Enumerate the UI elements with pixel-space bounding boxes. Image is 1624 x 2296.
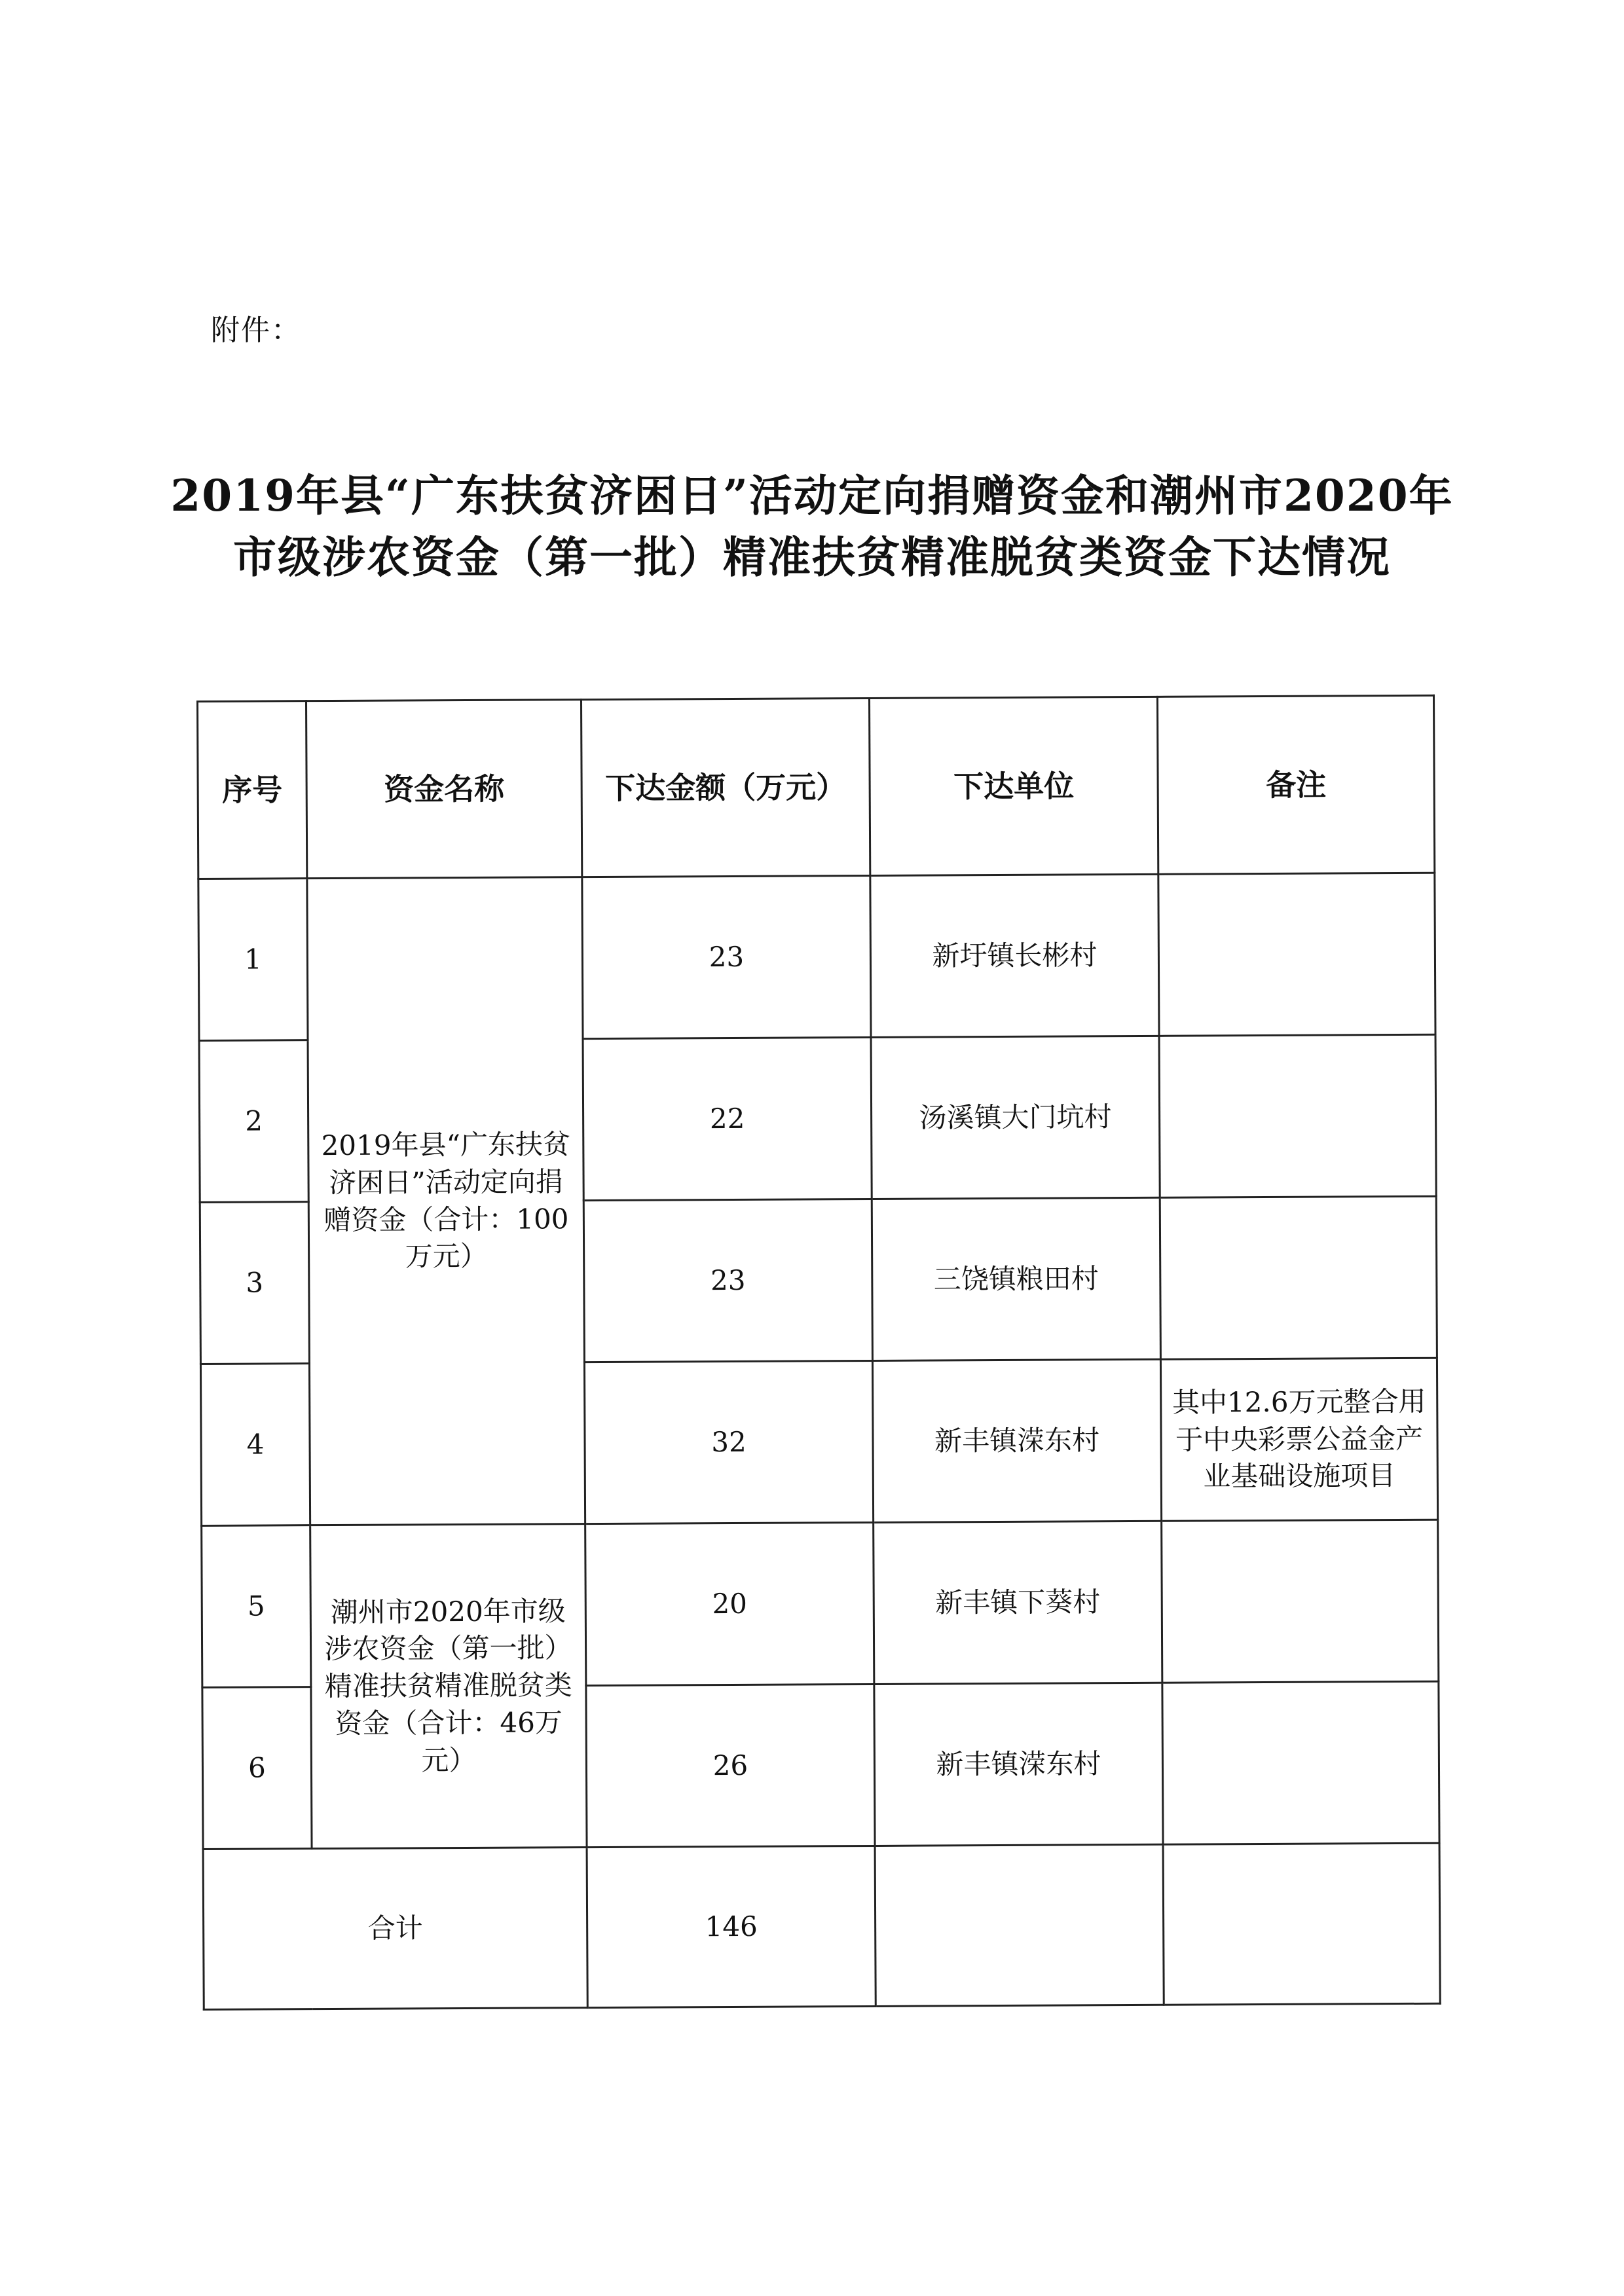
row-amount: 32 [584,1360,873,1523]
row-amount: 23 [582,875,871,1038]
document-title-line-2: 市级涉农资金（第一批）精准扶贫精准脱贫类资金下达情况 [233,532,1391,583]
total-unit [875,1844,1164,2006]
row-remark [1158,873,1435,1036]
table-row [202,1520,1439,1687]
row-amount: 23 [583,1199,872,1362]
row-unit: 新圩镇长彬村 [870,874,1159,1037]
row-amount: 22 [583,1037,872,1200]
row-amount: 26 [586,1684,875,1847]
row-unit: 新丰镇溁东村 [872,1359,1161,1522]
row-seq: 1 [198,879,308,1041]
row-seq: 5 [202,1525,311,1688]
row-unit: 新丰镇溁东村 [874,1683,1163,1846]
total-remark [1163,1843,1440,2005]
row-unit: 新丰镇下葵村 [874,1521,1162,1684]
table-row [198,873,1435,1040]
row-amount: 20 [585,1522,874,1685]
row-unit: 汤溪镇大门坑村 [871,1036,1160,1199]
header-fund-name: 资金名称 [306,700,582,879]
row-remark [1162,1520,1439,1683]
fund-name-group-2: 潮州市2020年市级涉农资金（第一批）精准扶贫精准脱贫类资金（合计：46万元） [310,1524,587,1849]
table-header-row [198,695,1435,879]
header-seq: 序号 [198,701,307,879]
row-seq: 3 [200,1202,309,1364]
fund-allocation-table [196,695,1441,2011]
total-amount: 146 [587,1846,876,2007]
total-row [203,1843,1440,2009]
row-seq: 6 [202,1687,312,1850]
row-remark [1160,1196,1437,1359]
total-label: 合计 [203,1848,587,2010]
row-seq: 2 [199,1040,308,1203]
document-title-line-1: 2019年县“广东扶贫济困日”活动定向捐赠资金和潮州市2020年 [170,470,1454,521]
row-remark [1159,1034,1436,1197]
fund-name-group-1: 2019年县“广东扶贫济困日”活动定向捐赠资金（合计：100万元） [307,877,585,1525]
header-amount: 下达金额（万元） [581,698,870,877]
row-seq: 4 [200,1364,310,1526]
row-remark: 其中12.6万元整合用于中央彩票公益金产业基础设施项目 [1160,1358,1437,1521]
header-remark: 备注 [1157,695,1434,874]
header-unit: 下达单位 [869,697,1158,875]
attachment-label: 附件： [211,314,301,347]
row-remark [1162,1681,1439,1844]
row-unit: 三饶镇粮田村 [872,1197,1160,1360]
